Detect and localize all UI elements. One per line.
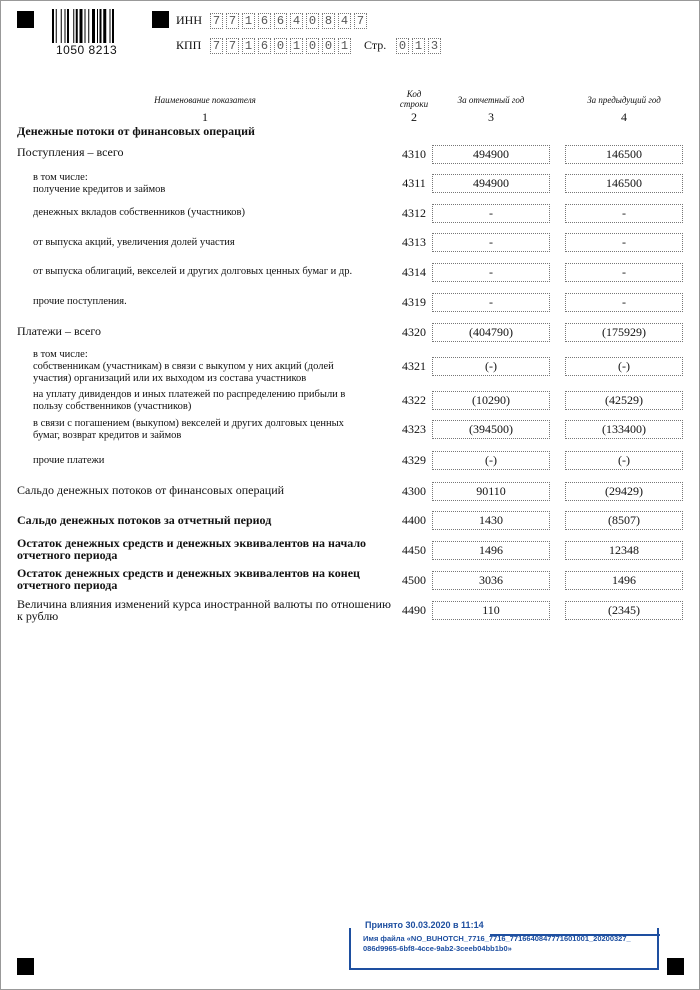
kpp-digit: 0	[274, 38, 287, 54]
row-label	[17, 567, 395, 591]
row-label-line: Платежи – всего	[17, 324, 101, 338]
corner-marker-bottom-right	[667, 958, 684, 975]
value-previous-year: (-)	[565, 357, 683, 376]
inn-digit: 7	[210, 13, 223, 29]
row-label-line: Остаток денежных средств и денежных эквивалентов на начало	[17, 536, 367, 550]
row-label	[17, 537, 395, 561]
inn-digit: 7	[226, 13, 239, 29]
inn-digit: 4	[338, 13, 351, 29]
row-label	[33, 389, 395, 413]
row-label	[33, 296, 395, 308]
row-label-line: отчетного периода	[17, 548, 118, 562]
row-label-line: пользу собственников (участников)	[33, 401, 192, 412]
kpp-digit: 0	[306, 38, 319, 54]
value-current-year: 494900	[432, 174, 550, 193]
row-code: 4450	[402, 543, 426, 557]
row-code: 4329	[402, 453, 426, 467]
row-label	[33, 172, 395, 196]
page-digit: 3	[428, 38, 441, 54]
row-label	[17, 598, 395, 622]
value-previous-year: (-)	[565, 451, 683, 470]
row-label-line: Сальдо денежных потоков за отчетный период	[17, 513, 272, 527]
value-previous-year: 146500	[565, 145, 683, 164]
row-label	[33, 237, 395, 249]
inn-digit: 6	[274, 13, 287, 29]
row-code: 4319	[402, 295, 426, 309]
value-previous-year: -	[565, 233, 683, 252]
column-header-code-line2: строки	[399, 99, 429, 109]
value-current-year: 110	[432, 601, 550, 620]
value-current-year: 1430	[432, 511, 550, 530]
value-current-year: -	[432, 263, 550, 282]
row-label	[33, 455, 395, 467]
row-code: 4313	[402, 235, 426, 249]
corner-marker-top-left	[17, 11, 34, 28]
row-code: 4322	[402, 393, 426, 407]
section-title: Денежные потоки от финансовых операций	[17, 124, 255, 138]
row-code: 4500	[402, 573, 426, 587]
row-code: 4314	[402, 265, 426, 279]
row-label-line: получение кредитов и займов	[33, 184, 166, 195]
row-label-line: прочие поступления.	[33, 296, 127, 307]
inn-digit: 7	[354, 13, 367, 29]
row-label	[17, 514, 395, 526]
stamp-title: Принято 30.03.2020 в 11:14	[361, 920, 488, 930]
kpp-digit: 1	[290, 38, 303, 54]
row-label	[33, 349, 395, 385]
stamp-file-line1: Имя файла «NO_BUHOTCH_7716_7716_7716640847771601001_20200327_	[363, 934, 631, 943]
row-label-line: собственникам (участникам) в связи с выкупом у них акций (долей	[33, 361, 334, 372]
value-current-year: (-)	[432, 357, 550, 376]
kpp-digit: 0	[322, 38, 335, 54]
row-label-line: на уплату дивидендов и иных платежей по распределению прибыли в	[33, 389, 346, 400]
inn-digit: 8	[322, 13, 335, 29]
row-label-line: в том числе:	[33, 172, 88, 183]
value-previous-year: (2345)	[565, 601, 683, 620]
page-number-field	[396, 38, 441, 54]
value-previous-year: 146500	[565, 174, 683, 193]
kpp-field	[210, 38, 351, 54]
value-current-year: (-)	[432, 451, 550, 470]
row-label	[33, 207, 395, 219]
value-current-year: 90110	[432, 482, 550, 501]
column-number-2: 2	[411, 110, 417, 124]
row-code: 4312	[402, 206, 426, 220]
stamp-file-line2: 086d9965-6bf8-4cce-9ab2-3ceeb04bb1b0»	[363, 944, 512, 953]
inn-digit: 4	[290, 13, 303, 29]
column-header-current: За отчетный год	[457, 95, 525, 105]
value-current-year: 3036	[432, 571, 550, 590]
kpp-digit: 1	[338, 38, 351, 54]
page-digit: 0	[396, 38, 409, 54]
row-label	[17, 146, 395, 158]
row-code: 4311	[402, 176, 426, 190]
column-header-code	[392, 89, 436, 109]
column-header-code-line1: Код	[406, 89, 422, 99]
value-previous-year: 1496	[565, 571, 683, 590]
row-label-line: Сальдо денежных потоков от финансовых операций	[17, 483, 285, 497]
stamp-top-border	[490, 934, 660, 936]
value-previous-year: (175929)	[565, 323, 683, 342]
kpp-label: КПП	[176, 38, 202, 52]
value-previous-year: (29429)	[565, 482, 683, 501]
column-number-3: 3	[488, 110, 494, 124]
row-label	[33, 266, 395, 278]
row-code: 4321	[402, 359, 426, 373]
value-previous-year: (8507)	[565, 511, 683, 530]
value-current-year: -	[432, 293, 550, 312]
value-previous-year: 12348	[565, 541, 683, 560]
value-previous-year: (133400)	[565, 420, 683, 439]
inn-label: ИНН	[176, 13, 202, 27]
row-label	[17, 325, 395, 337]
column-header-name: Наименование показателя	[154, 95, 256, 105]
row-label-line: денежных вкладов собственников (участников)	[33, 207, 245, 218]
kpp-digit: 1	[242, 38, 255, 54]
row-label-line: отчетного периода	[17, 578, 118, 592]
row-label-line: к рублю	[17, 609, 59, 623]
row-label-line: бумаг, возврат кредитов и займов	[33, 430, 182, 441]
inn-field	[210, 13, 367, 29]
page-digit: 1	[412, 38, 425, 54]
row-label-line: Величина влияния изменений курса иностранной валюты по отношению	[17, 597, 391, 611]
row-label	[17, 484, 395, 496]
inn-digit: 1	[242, 13, 255, 29]
row-label	[33, 418, 395, 442]
row-label-line: участия) организаций или их выходом из состава участников	[33, 373, 307, 384]
row-label-line: в связи с погашением (выкупом) векселей и других долговых ценных	[33, 418, 344, 429]
inn-digit: 6	[258, 13, 271, 29]
value-current-year: (394500)	[432, 420, 550, 439]
value-previous-year: -	[565, 293, 683, 312]
corner-marker-top-middle	[152, 11, 169, 28]
row-label-line: Поступления – всего	[17, 145, 124, 159]
row-code: 4400	[402, 513, 426, 527]
kpp-digit: 7	[210, 38, 223, 54]
kpp-digit: 6	[258, 38, 271, 54]
row-label-line: в том числе:	[33, 349, 88, 360]
row-label-line: Остаток денежных средств и денежных эквивалентов на конец	[17, 566, 360, 580]
value-current-year: (10290)	[432, 391, 550, 410]
value-current-year: -	[432, 233, 550, 252]
column-number-4: 4	[621, 110, 627, 124]
barcode-number: 1050 8213	[56, 43, 118, 57]
row-code: 4310	[402, 147, 426, 161]
row-code: 4320	[402, 325, 426, 339]
stamp-file-name	[363, 934, 655, 954]
value-previous-year: (42529)	[565, 391, 683, 410]
row-label-line: прочие платежи	[33, 455, 105, 466]
value-current-year: 1496	[432, 541, 550, 560]
value-current-year: (404790)	[432, 323, 550, 342]
value-previous-year: -	[565, 263, 683, 282]
row-code: 4323	[402, 422, 426, 436]
page-label: Стр.	[364, 38, 387, 52]
kpp-digit: 7	[226, 38, 239, 54]
row-code: 4300	[402, 484, 426, 498]
value-current-year: -	[432, 204, 550, 223]
value-current-year: 494900	[432, 145, 550, 164]
row-label-line: от выпуска облигаций, векселей и других долговых ценных бумаг и др.	[33, 266, 353, 277]
column-header-previous: За предыдущий год	[587, 95, 661, 105]
barcode-image	[52, 9, 132, 43]
row-code: 4490	[402, 603, 426, 617]
column-number-1: 1	[202, 110, 208, 124]
row-label-line: от выпуска акций, увеличения долей участия	[33, 237, 235, 248]
value-previous-year: -	[565, 204, 683, 223]
inn-digit: 0	[306, 13, 319, 29]
corner-marker-bottom-left	[17, 958, 34, 975]
